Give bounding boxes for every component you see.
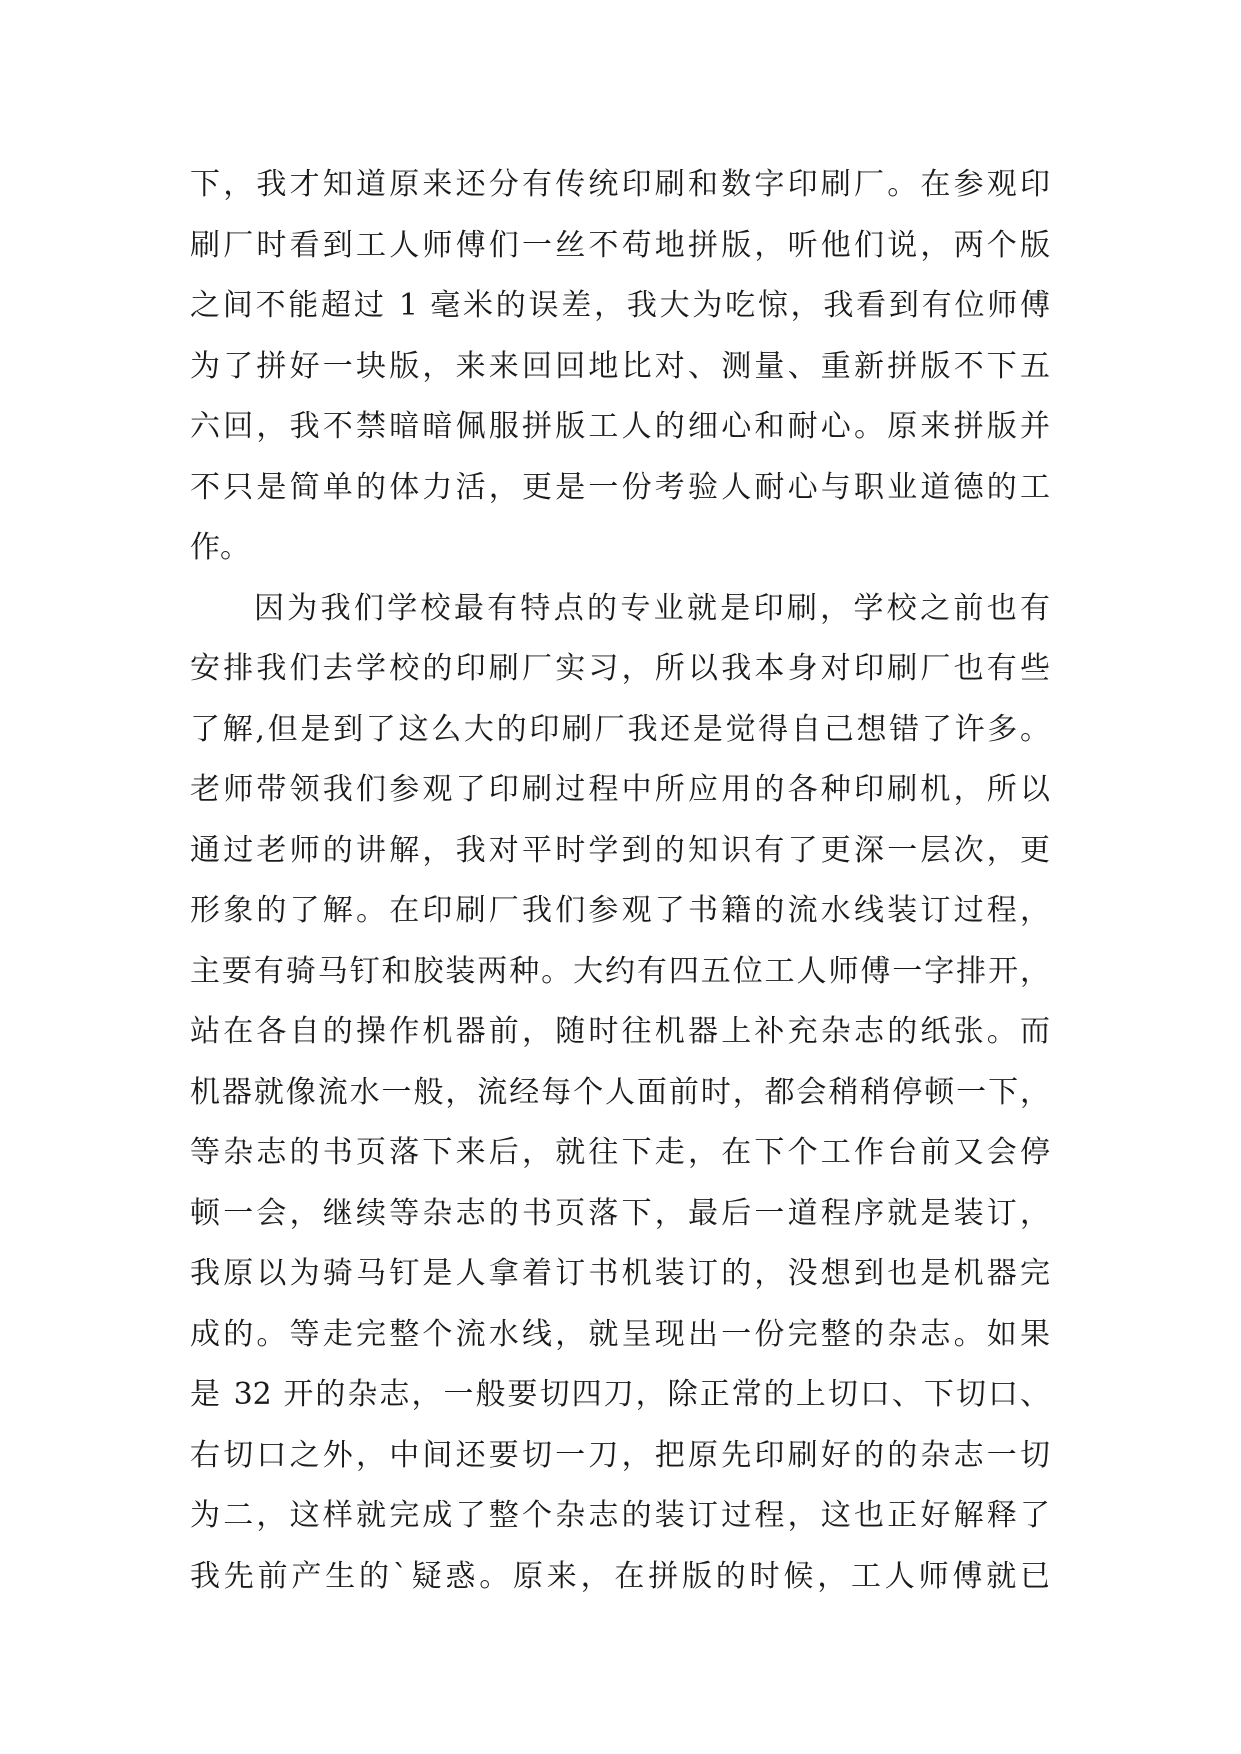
text-line: 右切口之外，中间还要切一刀，把原先印刷好的的杂志一切: [190, 1437, 1050, 1473]
text-line: 作。: [190, 530, 250, 565]
text-line: 机器就像流水一般，流经每个人面前时，都会稍稍停顿一下，: [190, 1074, 1050, 1110]
text-line: 主要有骑马钉和胶装两种。大约有四五位工人师傅一字排开，: [190, 953, 1050, 989]
text-line: 不只是简单的体力活，更是一份考验人耐心与职业道德的工: [190, 469, 1050, 505]
text-line: 下，我才知道原来还分有传统印刷和数字印刷厂。在参观印: [190, 167, 1050, 202]
body-text: [190, 155, 1050, 1607]
text-line: 我原以为骑马钉是人拿着订书机装订的，没想到也是机器完: [190, 1256, 1050, 1291]
text-line: 安排我们去学校的印刷厂实习，所以我本身对印刷厂也有些: [190, 651, 1050, 686]
text-line: 为了拼好一块版，来来回回地比对、测量、重新拼版不下五: [190, 348, 1050, 384]
text-line: 成的。等走完整个流水线，就呈现出一份完整的杂志。如果: [190, 1316, 1050, 1352]
text-line: 六回，我不禁暗暗佩服拼版工人的细心和耐心。原来拼版并: [190, 409, 1050, 444]
text-line: 是 32 开的杂志，一般要切四刀，除正常的上切口、下切口、: [190, 1377, 1050, 1412]
text-line: 通过老师的讲解，我对平时学到的知识有了更深一层次，更: [190, 832, 1050, 868]
text-line: 老师带领我们参观了印刷过程中所应用的各种印刷机，所以: [190, 772, 1050, 807]
text-line: 之间不能超过 1 毫米的误差，我大为吃惊，我看到有位师傅: [190, 288, 1050, 323]
text-line: 等杂志的书页落下来后，就往下走，在下个工作台前又会停: [190, 1135, 1050, 1170]
text-line: 站在各自的操作机器前，随时往机器上补充杂志的纸张。而: [190, 1014, 1050, 1049]
text-line: 刷厂时看到工人师傅们一丝不苟地拼版，听他们说，两个版: [190, 227, 1050, 263]
text-line: 形象的了解。在印刷厂我们参观了书籍的流水线装订过程，: [190, 893, 1050, 928]
text-line: 为二，这样就完成了整个杂志的装订过程，这也正好解释了: [190, 1498, 1050, 1533]
text-line: 我先前产生的`疑惑。原来，在拼版的时候，工人师傅就已: [190, 1558, 1050, 1594]
text-line: 顿一会，继续等杂志的书页落下，最后一道程序就是装订，: [190, 1195, 1050, 1231]
paragraph-first-line: 因为我们学校最有特点的专业就是印刷，学校之前也有: [254, 590, 1050, 626]
text-line: 了解,但是到了这么大的印刷厂我还是觉得自己想错了许多。: [190, 711, 1050, 747]
